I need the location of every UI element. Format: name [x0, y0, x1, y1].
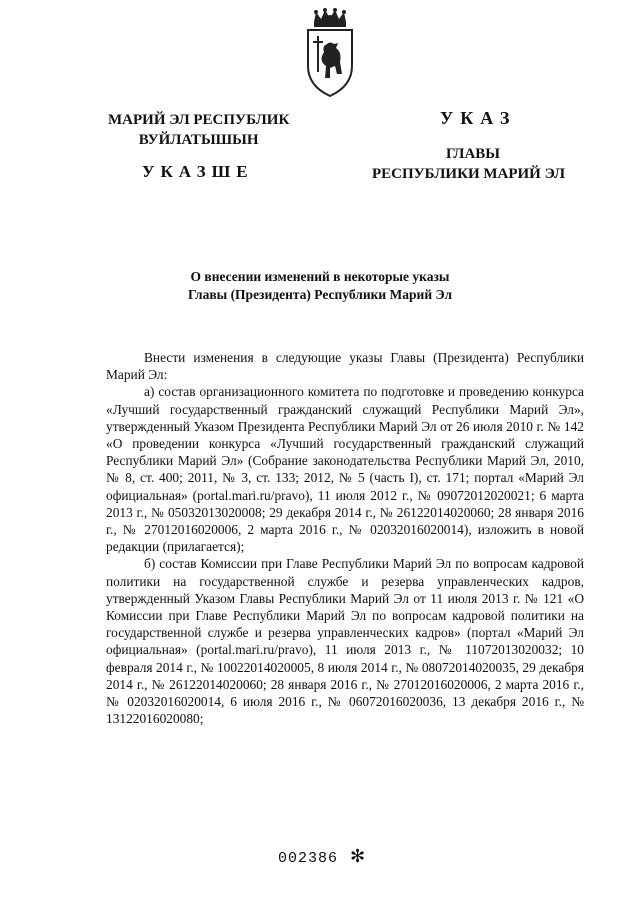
document-body: [106, 349, 584, 727]
header-left-doc-type: УКАЗШЕ: [142, 162, 254, 181]
title-line1: О внесении изменений в некоторые указы: [190, 269, 450, 284]
coat-of-arms-emblem: [300, 8, 360, 100]
document-serial-number: 002386: [278, 850, 339, 867]
document-title: [0, 268, 640, 304]
header-left-block: [108, 110, 289, 150]
header-left-line2: ВУЙЛАТЫШЫН: [138, 132, 259, 148]
body-paragraph-intro: Внести изменения в следующие указы Главы (Президента) Республики Марий Эл:: [106, 350, 584, 383]
header-left-line1: МАРИЙ ЭЛ РЕСПУБЛИК: [108, 112, 290, 128]
title-line2: Главы (Президента) Республики Марий Эл: [187, 287, 453, 302]
header-right-line2: РЕСПУБЛИКИ МАРИЙ ЭЛ: [372, 166, 566, 182]
footer-mark-icon: ✻: [350, 846, 366, 866]
body-paragraph-a: а) состав организационного комитета по подготовке и проведению конкурса «Лучший государственный гражданский служащий Республики Марий Эл», утвержденный Указом Президента Республики Марий Эл от 26 июля 2010 г. № 142 «О проведении конкурса «Лучший государственный гражданский служащий Республики Марий Эл» (Собрание законодательства Республики Марий Эл, 2010, № 8, ст. 400; 2011, № 3, ст. 133; 2012, № 5 (часть I), ст. 171; портал «Марий Эл официальная» (portal.mari.ru/pravo), 11 июля 2012 г., № 09072012020021; 6 марта 2013 г., № 05032013020008; 29 декабря 2014 г., № 26122014020060; 28 января 2016 г., № 27012016020006, 2 марта 2016 г., № 02032016020014), изложить в новой редакции (прилагается);: [106, 384, 584, 555]
header-right-doc-type: УКАЗ: [440, 108, 517, 128]
header-right-line1: ГЛАВЫ: [446, 146, 501, 162]
body-paragraph-b: б) состав Комиссии при Главе Республики Марий Эл по вопросам кадровой политики на государственной службе и резерва управленческих кадров, утвержденный Указом Главы Республики Марий Эл от 11 июля 2013 г. № 121 «О Комиссии при Главе Республики Марий Эл по вопросам кадровой политики на государственной службе и резерва управленческих кадров» (портал «Марий Эл официальная» (portal.mari.ru/pravo), 11 июля 2013 г., № 11072013020032; 10 февраля 2014 г., № 10022014020005, 8 июля 2014 г., № 08072014020035, 29 декабря 2014 г., № 26122014020060; 28 января 2016 г., № 27012016020006, 2 марта 2016 г., № 02032016020014, 6 июля 2016 г., № 06072016020036, 13 декабря 2016 г., № 13122016020080;: [106, 556, 584, 727]
